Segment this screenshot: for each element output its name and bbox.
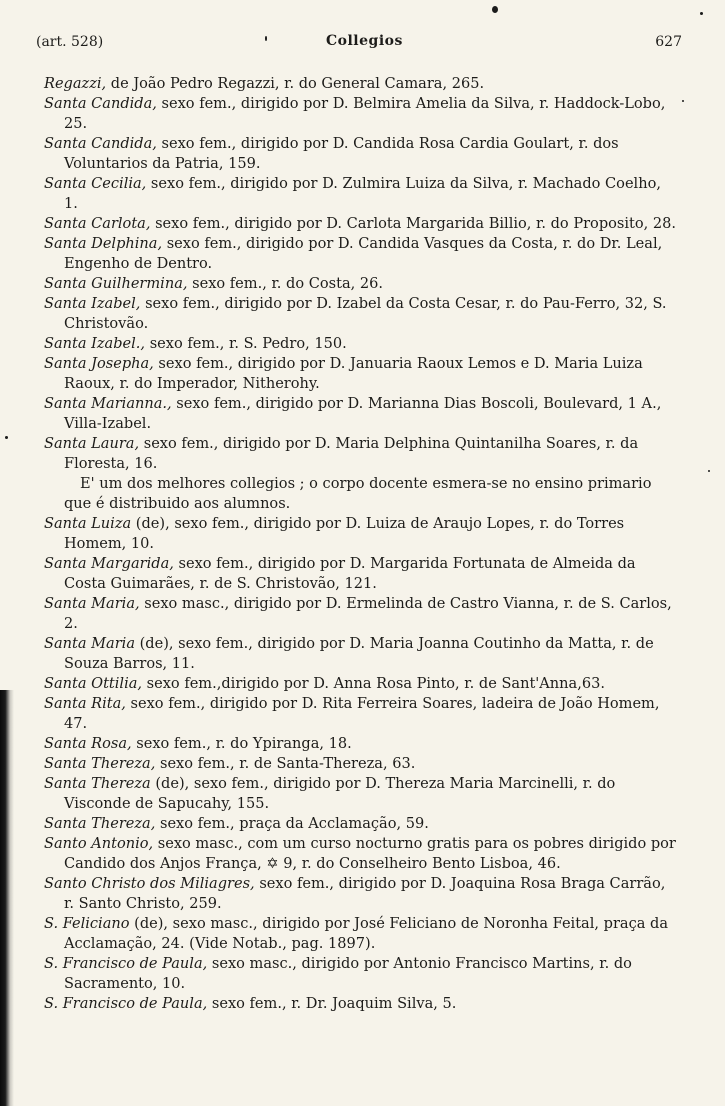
entry-name: Santa Thereza, (44, 755, 156, 772)
list-item (44, 214, 678, 234)
list-item (44, 514, 678, 554)
entry-text: sexo fem., praça da Acclamação, 59. (159, 815, 429, 832)
entry-name: Santa Candida, (44, 135, 157, 152)
list-item (44, 814, 678, 834)
entry-name: Santa Josepha, (44, 355, 154, 372)
entry-note: E' um dos melhores collegios ; o corpo docente esmera-se no ensino primario que é distribuido aos alumnos. (64, 475, 652, 512)
entry-text: de João Pedro Regazzi, r. do General Camara, 265. (110, 75, 485, 92)
list-item (44, 834, 678, 874)
list-item (44, 754, 678, 774)
entry-name: Santa Thereza, (44, 815, 156, 832)
entry-text: sexo fem., dirigido por D. Zulmira Luiza da Silva, r. Machado Coelho, 1. (64, 175, 661, 212)
list-item (44, 334, 678, 354)
list-item (44, 634, 678, 674)
list-item (44, 994, 678, 1014)
entry-text: sexo fem., dirigido por D. Belmira Amelia da Silva, r. Haddock-Lobo, 25. (64, 95, 666, 132)
entry-name: Santa Carlota, (44, 215, 151, 232)
entry-name: S. Francisco de Paula, (44, 955, 208, 972)
list-item (44, 554, 678, 594)
list-item (44, 274, 678, 294)
list-item (44, 234, 678, 274)
list-item (44, 354, 678, 394)
entry-text: sexo fem., dirigido por D. Maria Delphina Quintanilha Soares, r. da Floresta, 16. (64, 435, 639, 472)
entry-text: (de), sexo fem., dirigido por D. Maria Joanna Coutinho da Matta, r. de Souza Barros, 11. (64, 635, 654, 672)
entry-text: sexo fem., dirigido por D. Marianna Dias Boscoli, Boulevard, 1 A., Villa-Izabel. (64, 395, 662, 432)
list-item (44, 394, 678, 434)
list-item (44, 674, 678, 694)
entry-name: Regazzi, (44, 75, 107, 92)
list-item (44, 594, 678, 634)
entry-text: sexo fem., dirigido por D. Carlota Margarida Billio, r. do Proposito, 28. (155, 215, 676, 232)
entry-text: sexo fem., dirigido por D. Joaquina Rosa Braga Carrão, r. Santo Christo, 259. (64, 875, 666, 912)
entry-text: sexo fem., dirigido por D. Margarida Fortunata de Almeida da Costa Guimarães, r. de S. Christovão, 121. (64, 555, 636, 592)
list-item (44, 954, 678, 994)
entry-text: (de), sexo fem., dirigido por D. Luiza de Araujo Lopes, r. do Torres Homem, 10. (64, 515, 625, 552)
entry-text: sexo fem., dirigido por D. Rita Ferreira Soares, ladeira de João Homem, 47. (64, 695, 660, 732)
entry-name: Santo Christo dos Miliagres, (44, 875, 255, 892)
list-item (44, 174, 678, 214)
list-item (44, 914, 678, 954)
directory-listing (44, 74, 678, 1014)
entry-name: Santa Rosa, (44, 735, 132, 752)
header-page-number: 627 (655, 34, 682, 50)
entry-name: Santa Margarida, (44, 555, 174, 572)
entry-text: sexo masc., com um curso nocturno gratis para os pobres dirigido por Candido dos Anjos França, ✡ 9, r. do Conselheiro Bento Lisboa, 46. (64, 835, 676, 872)
list-item (44, 434, 678, 474)
list-item (44, 74, 678, 94)
entry-name: Santa Candida, (44, 95, 157, 112)
entry-name: Santa Luiza (44, 515, 132, 532)
entry-name: Santa Rita, (44, 695, 126, 712)
entry-text: (de), sexo masc., dirigido por José Feliciano de Noronha Feital, praça da Acclamação, 24. (Vide Notab., pag. 1897). (64, 915, 668, 952)
entry-name: Santa Delphina, (44, 235, 163, 252)
entry-text: sexo fem.,dirigido por D. Anna Rosa Pinto, r. de Sant'Anna,63. (146, 675, 605, 692)
entry-name: Santa Ottilia, (44, 675, 143, 692)
entry-name: S. Francisco de Paula, (44, 995, 208, 1012)
entry-name: Santa Marianna., (44, 395, 172, 412)
entry-text: sexo fem., r. Dr. Joaquim Silva, 5. (211, 995, 457, 1012)
entry-name: Santa Thereza (44, 775, 151, 792)
header-article-ref: (art. 528) (36, 34, 104, 50)
entry-name: Santo Antonio, (44, 835, 154, 852)
entry-name: Santa Maria (44, 635, 135, 652)
list-item (44, 694, 678, 734)
entry-name: Santa Cecilia, (44, 175, 147, 192)
page-header (36, 34, 682, 58)
entry-name: Santa Izabel, (44, 295, 141, 312)
list-item (44, 94, 678, 134)
list-item (44, 874, 678, 914)
header-title: Collegios (326, 33, 403, 49)
entry-text: sexo fem., dirigido por D. Candida Vasques da Costa, r. do Dr. Leal, Engenho de Dentro. (64, 235, 663, 272)
entry-text: sexo fem., r. do Costa, 26. (192, 275, 383, 292)
page-edge-shadow (0, 690, 14, 1106)
entry-text: sexo fem., dirigido por D. Candida Rosa Cardia Goulart, r. dos Voluntarios da Patria, 159. (64, 135, 619, 172)
entry-name: Santa Maria, (44, 595, 140, 612)
entry-name: Santa Laura, (44, 435, 140, 452)
entry-text: sexo fem., r. S. Pedro, 150. (149, 335, 347, 352)
list-item (44, 294, 678, 334)
entry-name: Santa Guilhermina, (44, 275, 188, 292)
entry-text: sexo fem., r. de Santa-Thereza, 63. (159, 755, 416, 772)
entry-text: sexo fem., dirigido por D. Izabel da Costa Cesar, r. do Pau-Ferro, 32, S. Christovão. (64, 295, 667, 332)
list-item (44, 734, 678, 754)
entry-text: sexo fem., r. do Ypiranga, 18. (136, 735, 352, 752)
entry-text: sexo fem., dirigido por D. Januaria Raoux Lemos e D. Maria Luiza Raoux, r. do Imperador, Nitherohy. (64, 355, 643, 392)
entry-text: sexo masc., dirigido por D. Ermelinda de Castro Vianna, r. de S. Carlos, 2. (64, 595, 672, 632)
entry-text: sexo masc., dirigido por Antonio Francisco Martins, r. do Sacramento, 10. (64, 955, 632, 992)
entry-text: (de), sexo fem., dirigido por D. Thereza Maria Marcinelli, r. do Visconde de Sapucahy, 155. (64, 775, 616, 812)
list-item (44, 134, 678, 174)
list-item (44, 774, 678, 814)
entry-name: Santa Izabel., (44, 335, 146, 352)
entry-name: S. Feliciano (44, 915, 130, 932)
